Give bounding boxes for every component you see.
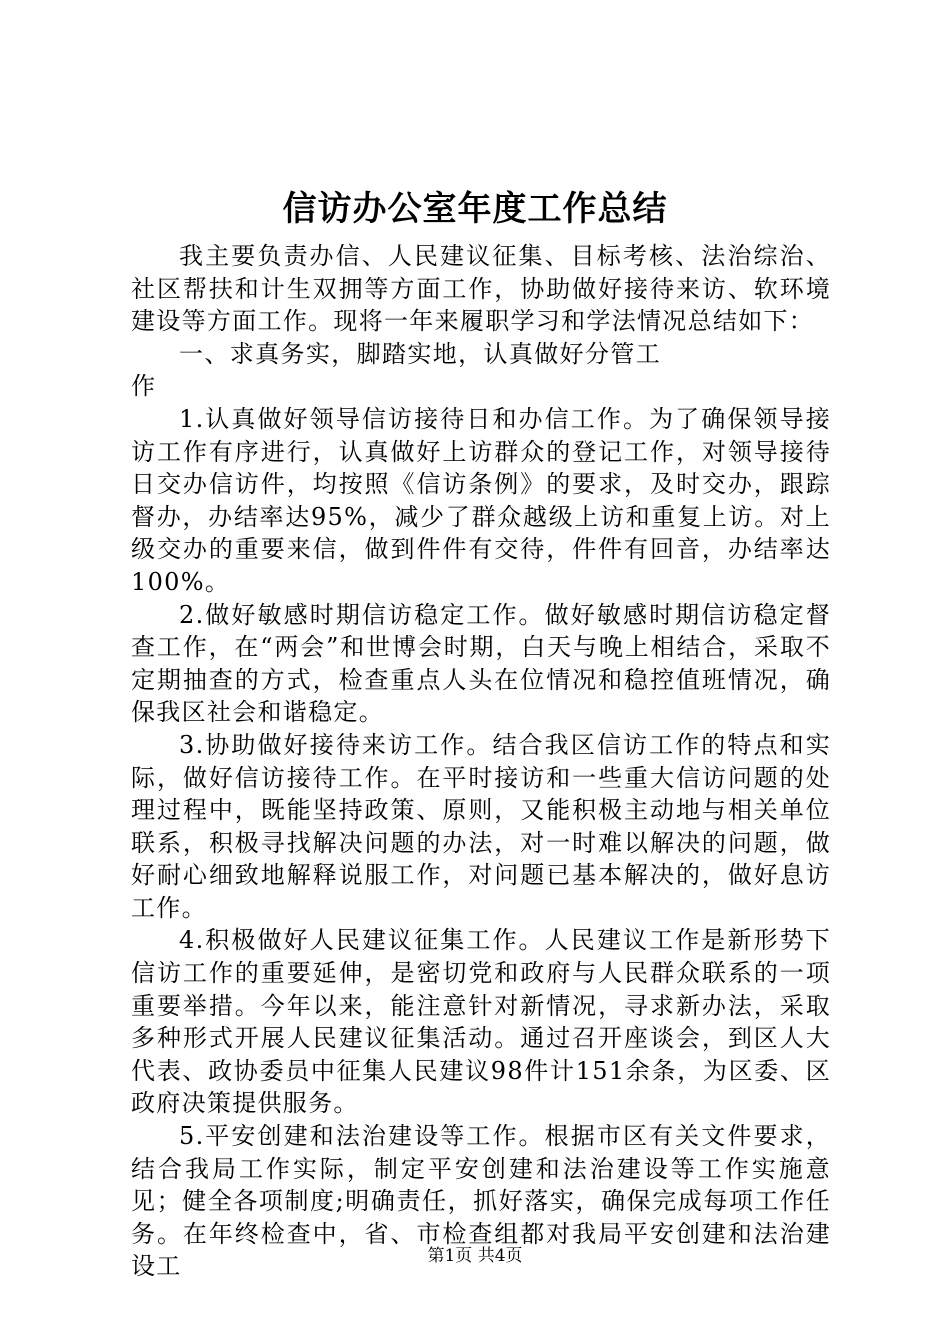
page-footer: 第1页 共4页 (427, 1246, 523, 1266)
item-paragraph-4: 4.积极做好人民建议征集工作。人民建议工作是新形势下信访工作的重要延伸，是密切党和政府与人民群众联系的一项重要举措。今年以来，能注意针对新情况，寻求新办法，采取多种形式开展人民建议征集活动。通过召开座谈会，到区人大代表、政协委员中征集人民建议98件计151余条，为区委、区政府决策提供服务。 (131, 926, 831, 1118)
item-paragraph-1: 1.认真做好领导信访接待日和办信工作。为了确保领导接访工作有序进行，认真做好上访群众的登记工作，对领导接待日交办信访件，均按照《信访条例》的要求，及时交办，跟踪督办，办结率达95%，减少了群众越级上访和重复上访。对上级交办的重要来信，做到件件有交待，件件有回音，办结率达100%。 (131, 404, 831, 596)
item-paragraph-3: 3.协助做好接待来访工作。结合我区信访工作的特点和实际，做好信访接待工作。在平时接访和一些重大信访问题的处理过程中，既能坚持政策、原则，又能积极主动地与相关单位联系，积极寻找解决问题的办法，对一时难以解决的问题，做好耐心细致地解释说服工作，对问题已基本解决的，做好息访工作。 (131, 730, 831, 922)
intro-paragraph: 我主要负责办信、人民建议征集、目标考核、法治综治、社区帮扶和计生双拥等方面工作，协助做好接待来访、软环境建设等方面工作。现将一年来履职学习和学法情况总结如下： (131, 242, 831, 336)
section-heading: 一、求真务实，脚踏实地，认真做好分管工作 (131, 339, 661, 401)
item-paragraph-5: 5.平安创建和法治建设等工作。根据市区有关文件要求，结合我局工作实际，制定平安创建和法治建设等工作实施意见；健全各项制度;明确责任，抓好落实，确保完成每项工作任务。在年终检查中，省、市检查组都对我局平安创建和法治建设工 (131, 1122, 831, 1281)
document-title: 信访办公室年度工作总结 (282, 189, 668, 229)
document-body (131, 240, 831, 1283)
item-paragraph-2: 2.做好敏感时期信访稳定工作。做好敏感时期信访稳定督查工作，在“两会”和世博会时期，白天与晚上相结合，采取不定期抽查的方式，检查重点人头在位情况和稳控值班情况，确保我区社会和谐稳定。 (131, 600, 831, 727)
